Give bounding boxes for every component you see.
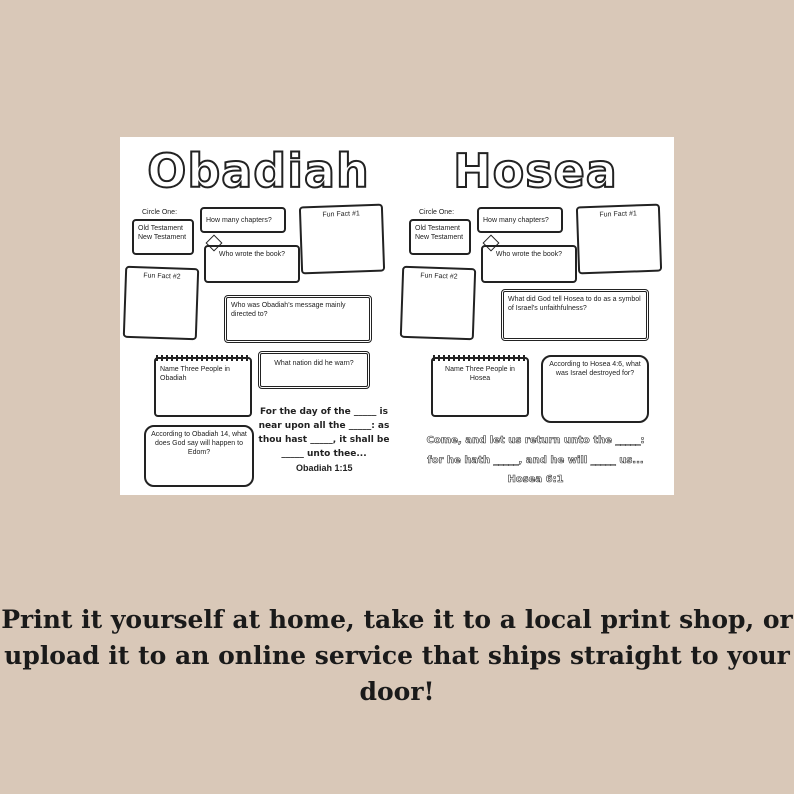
three-people-prompt: Name Three People in Hosea — [445, 366, 515, 382]
obadiah-worksheet — [120, 137, 397, 495]
fun-fact-1-box — [299, 204, 385, 275]
nation-question: What nation did he warn? — [274, 360, 354, 367]
testament-choice-box — [409, 219, 471, 255]
caption-text: Print it yourself at home, take it to a local print shop, or upload it to an online service that ships straight to your door! — [1, 605, 793, 706]
who-wrote-question: Who wrote the book? — [495, 251, 563, 258]
fun-fact-1-label: Fun Fact #1 — [322, 210, 360, 219]
three-people-box — [154, 357, 252, 417]
nation-question-box — [258, 351, 370, 389]
circle-one-label: Circle One: — [419, 209, 455, 216]
according-question: According to Obadiah 14, what does God say will happen to Edom? — [151, 431, 247, 456]
circle-one-label: Circle One: — [142, 209, 178, 216]
chapters-question: How many chapters?_______ — [206, 217, 272, 233]
obadiah-verse-ref: Obadiah 1:15 — [296, 463, 353, 473]
worksheet-preview — [120, 137, 674, 495]
symbol-question: What did God tell Hosea to do as a symbol of Israel's unfaithfulness? — [508, 296, 641, 312]
according-question-box — [144, 425, 254, 487]
three-people-prompt: Name Three People in Obadiah — [160, 366, 230, 382]
old-testament-option: Old Testament — [138, 225, 184, 232]
hosea-title: Hosea — [453, 144, 618, 198]
new-testament-option: New Testament — [138, 234, 187, 241]
who-wrote-box — [481, 245, 577, 283]
symbol-question-box — [501, 289, 649, 341]
three-people-box — [431, 357, 529, 417]
fun-fact-2-label: Fun Fact #2 — [420, 272, 458, 281]
who-wrote-question: Who wrote the book? — [218, 251, 286, 258]
hosea-verse-line-2: for he hath _____, and he will _____ us... — [427, 455, 644, 466]
fun-fact-1-box — [576, 204, 662, 275]
hosea-verse-line-1: Come, and let us return unto the _____: — [426, 435, 645, 446]
fun-fact-2-label: Fun Fact #2 — [143, 272, 181, 281]
old-testament-option: Old Testament — [415, 225, 461, 232]
message-question: Who was Obadiah's message mainly directed to? — [231, 302, 346, 318]
chapters-question-box — [200, 207, 286, 233]
according-question: According to Hosea 4:6, what was Israel destroyed for? — [549, 361, 641, 377]
fun-fact-1-label: Fun Fact #1 — [599, 210, 637, 219]
fun-fact-2-box — [123, 266, 199, 341]
according-question-box — [541, 355, 649, 423]
testament-choice-box — [132, 219, 194, 255]
fun-fact-2-box — [400, 266, 476, 341]
chapters-question-box — [477, 207, 563, 233]
new-testament-option: New Testament — [415, 234, 464, 241]
obadiah-verse: For the day of the _____ is near upon all the _____: as thou hast _____, it shall be _____ unto thee... — [258, 407, 390, 459]
chapters-question: How many chapters?______ — [483, 217, 549, 233]
hosea-verse-ref: Hosea 6:1 — [507, 474, 564, 485]
hosea-worksheet — [397, 137, 674, 495]
spiral-binding — [156, 355, 250, 361]
obadiah-title: Obadiah — [147, 144, 370, 198]
message-question-box — [224, 295, 372, 343]
spiral-binding — [433, 355, 527, 361]
who-wrote-box — [204, 245, 300, 283]
